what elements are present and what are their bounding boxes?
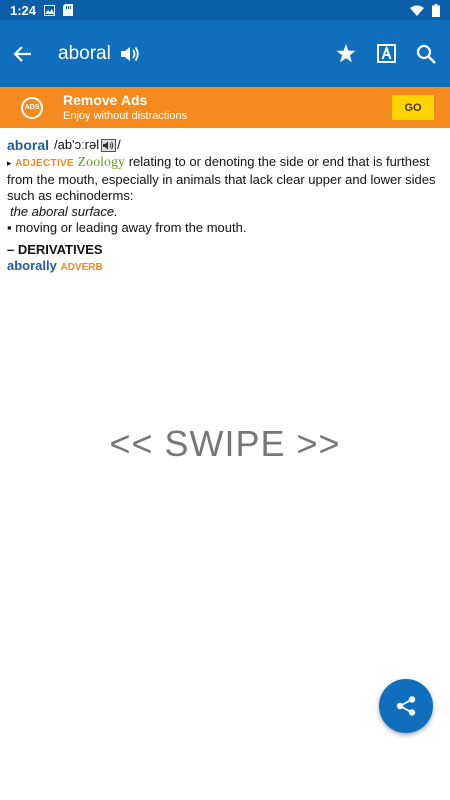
subject-domain: Zoology: [77, 155, 126, 170]
status-time: 1:24: [10, 2, 37, 18]
pronunciation-close: /: [117, 137, 121, 152]
derivative-word[interactable]: aborally: [7, 258, 57, 273]
no-ads-icon: ADS: [21, 97, 43, 119]
definition-content: [7, 137, 443, 276]
ad-title: Remove Ads: [63, 92, 148, 108]
battery-icon: [432, 4, 440, 17]
share-button[interactable]: [379, 679, 433, 733]
sub-definition: ▪ moving or leading away from the mouth.: [7, 220, 247, 235]
swipe-hint: << SWIPE >>: [109, 423, 341, 464]
derivatives-heading: – DERIVATIVES: [7, 242, 103, 257]
ad-subtitle: Enjoy without distractions: [63, 110, 188, 122]
share-icon: [395, 695, 417, 717]
image-icon: [44, 5, 55, 16]
search-icon: [416, 44, 436, 64]
go-button[interactable]: GO: [392, 95, 434, 120]
remove-ads-banner[interactable]: [0, 87, 450, 128]
back-button[interactable]: [0, 31, 46, 77]
entry-header: [7, 137, 443, 153]
speaker-icon: [103, 141, 114, 150]
derivative-pos: ADVERB: [60, 262, 103, 273]
favorite-button[interactable]: [326, 34, 366, 74]
font-size-icon: [377, 44, 396, 63]
definition-text: relating to or denoting the side or end that is furthest from the mouth, especially in animals that lack clear upper and lower sides such as echinoderms:: [7, 154, 436, 203]
pronunciation: /ab'ɔːrəl: [54, 137, 100, 152]
part-of-speech: ADJECTIVE: [15, 158, 74, 169]
status-bar: [0, 0, 450, 20]
star-icon: [336, 44, 356, 63]
headword: aboral: [7, 137, 50, 153]
back-arrow-icon: [13, 44, 33, 64]
sd-card-icon: [63, 4, 73, 16]
pronounce-button[interactable]: [119, 43, 141, 65]
app-bar: [0, 20, 450, 87]
search-button[interactable]: [406, 34, 446, 74]
page-title: aboral: [58, 42, 111, 64]
sense: [7, 154, 443, 204]
derivative-entry: [7, 258, 443, 276]
wifi-icon: [410, 5, 424, 16]
example-sentence: the aboral surface.: [10, 204, 118, 219]
speaker-icon: [120, 45, 140, 63]
font-size-button[interactable]: [366, 34, 406, 74]
sense-marker: ▸: [7, 158, 12, 168]
pronunciation-speaker-button[interactable]: [101, 139, 116, 152]
